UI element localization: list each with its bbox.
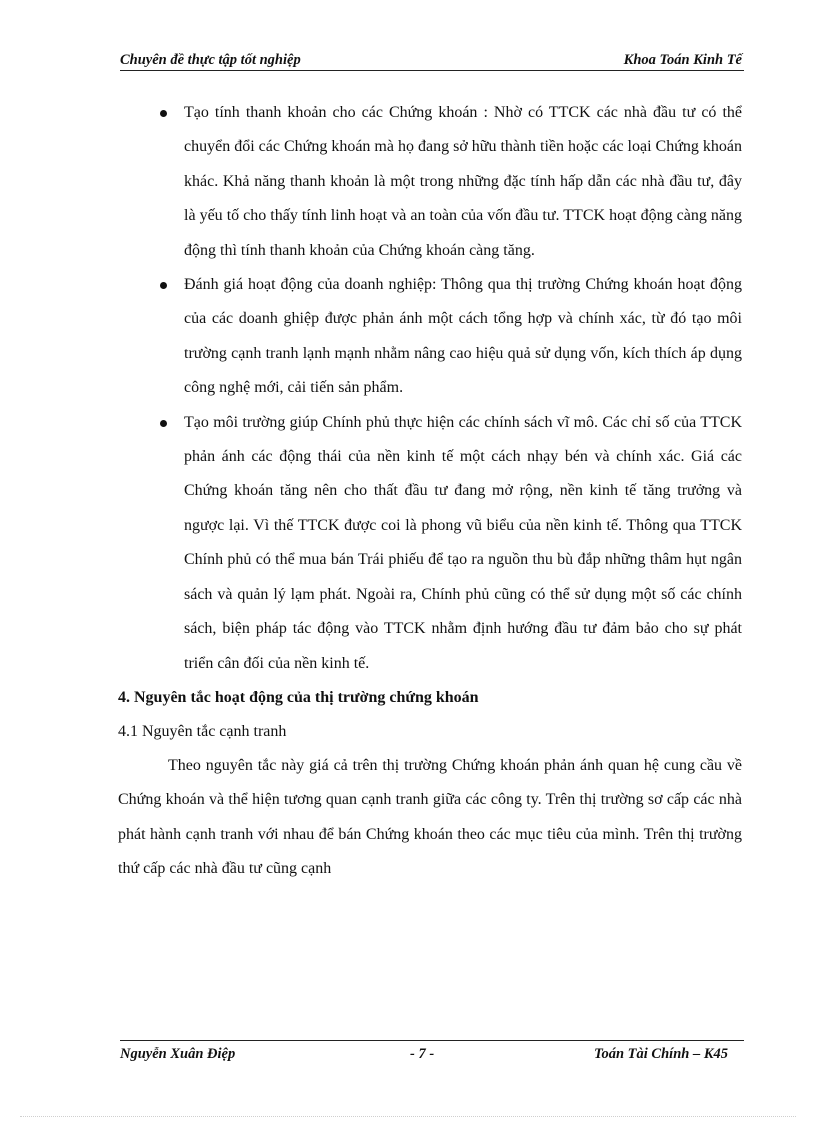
body-paragraph: Theo nguyên tắc này giá cả trên thị trường Chứng khoán phản ánh quan hệ cung cầu về Chứng khoán và thể hiện tương quan cạnh tranh giữa các công ty. Trên thị trường sơ cấp các nhà phát hành cạnh tranh với nhau để bán Chứng khoán theo các mục tiêu của mình. Trên thị trường thứ cấp các nhà đầu tư cũng cạnh [118, 756, 742, 878]
bullet-dot-icon [160, 110, 167, 117]
footer-author: Nguyễn Xuân Điệp [120, 1046, 236, 1062]
bullet-text: Đánh giá hoạt động của doanh nghiệp: Thông qua thị trường Chứng khoán hoạt động của các doanh ghiệp được phản ánh một cách tổng hợp và chính xác, từ đó tạo môi trường cạnh tranh lạnh mạnh nhằm nâng cao hiệu quả sử dụng vốn, kích thích áp dụng công nghệ mới, cải tiến sản phẩm. [184, 276, 742, 397]
subsection-heading: 4.1 Nguyên tắc cạnh tranh [118, 722, 287, 740]
bullet-list [118, 96, 742, 681]
header-document-type: Chuyên đề thực tập tốt nghiệp [120, 52, 301, 68]
page-header [120, 50, 744, 71]
page-footer [120, 1040, 744, 1067]
page-boundary-divider [20, 1116, 796, 1117]
header-faculty: Khoa Toán Kinh Tế [623, 52, 742, 68]
bullet-item [118, 268, 742, 406]
bullet-dot-icon [160, 282, 167, 289]
bullet-text: Tạo tính thanh khoản cho các Chứng khoán : Nhờ có TTCK các nhà đầu tư có thể chuyển đổi các Chứng khoán mà họ đang sở hữu thành tiền hoặc các loại Chứng khoán khác. Khả năng thanh khoản là một trong những đặc tính hấp dẫn các nhà đầu tư, đây là yếu tố cho thấy tính linh hoạt và an toàn của vốn đầu tư. TTCK hoạt động càng năng động thì tính thanh khoản của Chứng khoán càng tăng. [184, 104, 742, 259]
bullet-text: Tạo môi trường giúp Chính phủ thực hiện các chính sách vĩ mô. Các chỉ số của TTCK phản ánh các động thái của nền kinh tế một cách nhạy bén và chính xác. Giá các Chứng khoán tăng nên cho thất đầu tư đang mở rộng, nền kinh tế tăng trưởng và ngược lại. Vì thế TTCK được coi là phong vũ biểu của nền kinh tế. Thông qua TTCK Chính phủ có thể mua bán Trái phiếu để tạo ra nguồn thu bù đắp những thâm hụt ngân sách và quản lý lạm phát. Ngoài ra, Chính phủ cũng có thể sử dụng một số các chính sách, biện pháp tác động vào TTCK nhằm định hướng đầu tư đảm bảo cho sự phát triển cân đối của nền kinh tế. [184, 413, 742, 672]
bullet-dot-icon [160, 420, 167, 427]
footer-class: Toán Tài Chính – K45 [593, 1046, 728, 1062]
footer-page-number: - 7 - [410, 1046, 435, 1062]
section-heading: 4. Nguyên tắc hoạt động của thị trường chứng khoán [118, 688, 479, 706]
page-content [118, 96, 742, 887]
bullet-item [118, 96, 742, 268]
bullet-item [118, 406, 742, 681]
